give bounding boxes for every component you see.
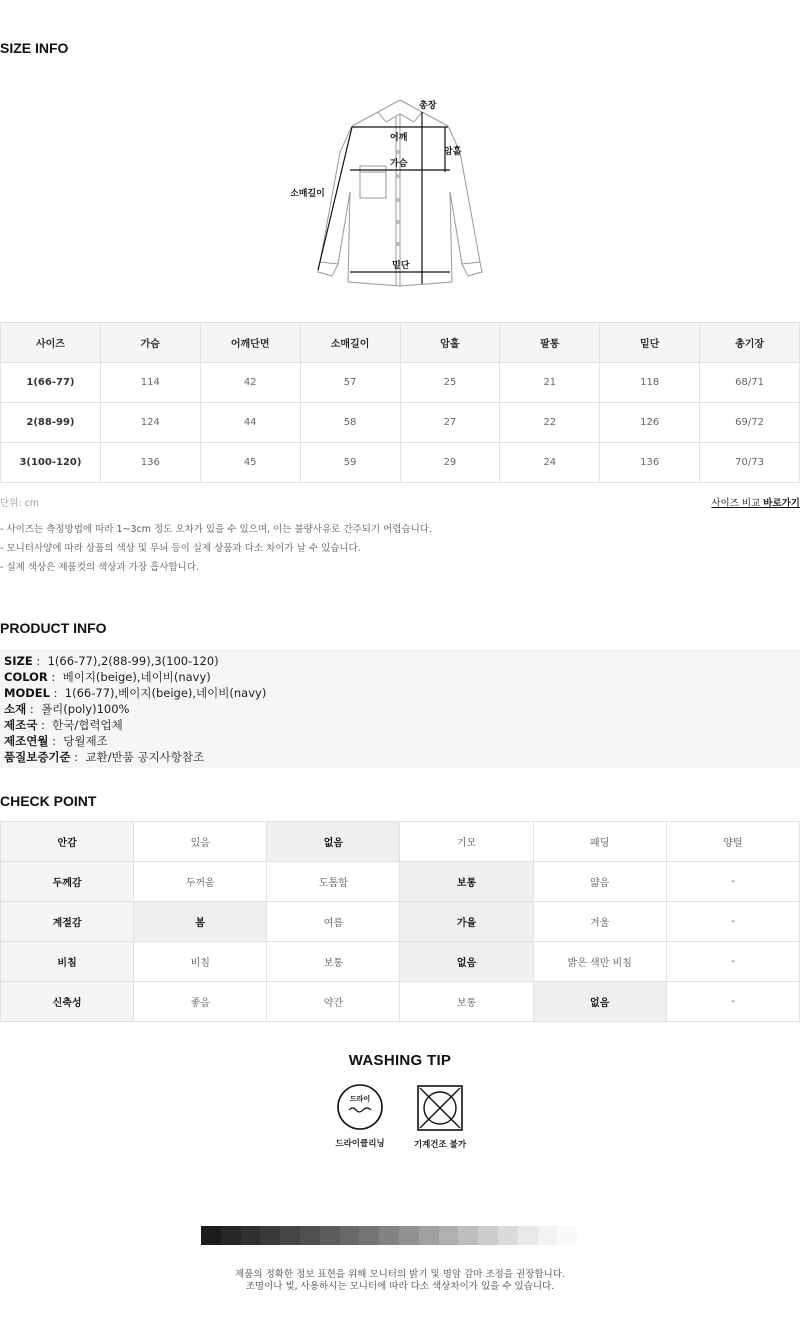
gray-swatch <box>359 1226 379 1245</box>
diagram-label-armhole: 암홀 <box>444 147 462 157</box>
check-option: - <box>666 942 799 982</box>
check-option: 밝은 색만 비침 <box>533 942 666 982</box>
product-info-row: COLOR : 베이지(beige),네이비(navy) <box>4 670 211 684</box>
size-cell: 24 <box>500 443 600 483</box>
product-info-row: 제조국 : 한국/협력업체 <box>4 718 123 732</box>
grayscale-calibration-bar <box>201 1226 597 1245</box>
gray-swatch <box>518 1226 538 1245</box>
gray-swatch <box>557 1226 577 1245</box>
check-row-label: 비침 <box>1 942 134 982</box>
size-cell: 29 <box>400 443 500 483</box>
size-cell: 21 <box>500 363 600 403</box>
check-option: 여름 <box>267 902 400 942</box>
product-info-value: 교환/반품 공지사항참조 <box>85 750 205 764</box>
check-row-label: 신축성 <box>1 982 134 1022</box>
gray-swatch <box>320 1226 340 1245</box>
gray-swatch <box>399 1226 419 1245</box>
gray-swatch <box>300 1226 320 1245</box>
check-option-selected: 보통 <box>400 862 533 902</box>
diagram-label-chest: 가슴 <box>390 159 408 169</box>
product-info-row: SIZE : 1(66-77),2(88-99),3(100-120) <box>4 654 219 668</box>
shirt-size-diagram <box>290 92 510 302</box>
product-info-row: 제조연월 : 당월제조 <box>4 734 108 748</box>
table-row <box>1 403 800 443</box>
product-info-box <box>0 649 800 768</box>
product-info-value: 한국/협력업체 <box>52 718 123 732</box>
no-tumble-dry-icon <box>416 1084 464 1132</box>
check-row-label: 계절감 <box>1 902 134 942</box>
check-option-selected: 봄 <box>134 902 267 942</box>
product-info-value: 1(66-77),2(88-99),3(100-120) <box>47 654 219 668</box>
table-row <box>1 982 800 1022</box>
size-cell: 118 <box>600 363 700 403</box>
check-option: 도톰함 <box>267 862 400 902</box>
gray-swatch <box>260 1226 280 1245</box>
note-line: - 사이즈는 측정방법에 따라 1~3cm 정도 오차가 있을 수 있으며, 이는 불량사유로 간주되기 어렵습니다. <box>0 524 432 535</box>
size-cell: 59 <box>300 443 400 483</box>
check-option-selected: 없음 <box>267 822 400 862</box>
product-info-row: 품질보증기준 : 교환/반품 공지사항참조 <box>4 750 205 764</box>
size-row-label: 2(88-99) <box>1 403 101 443</box>
diagram-label-shoulder: 어깨 <box>390 133 408 143</box>
dry-clean-caption: 드라이클리닝 <box>335 1139 385 1149</box>
gray-swatch <box>538 1226 558 1245</box>
product-info-key: 제조국 <box>4 718 38 732</box>
size-cell: 124 <box>100 403 200 443</box>
product-info-key: 제조연월 <box>4 734 49 748</box>
check-option-selected: 없음 <box>533 982 666 1022</box>
gray-swatch <box>340 1226 360 1245</box>
size-info-title: SIZE INFO <box>0 40 69 56</box>
size-compare-prefix: 사이즈 비교 <box>711 498 764 509</box>
gray-swatch <box>201 1226 221 1245</box>
product-info-row: MODEL : 1(66-77),베이지(beige),네이비(navy) <box>4 686 267 700</box>
check-option: 얇음 <box>533 862 666 902</box>
size-cell: 57 <box>300 363 400 403</box>
product-info-key: 소재 <box>4 702 27 716</box>
size-cell: 136 <box>600 443 700 483</box>
table-row <box>1 902 800 942</box>
check-option: - <box>666 902 799 942</box>
check-option: 보통 <box>400 982 533 1022</box>
size-header-cell: 가슴 <box>100 323 200 363</box>
table-row <box>1 942 800 982</box>
gray-swatch <box>221 1226 241 1245</box>
size-table <box>0 322 800 483</box>
check-option: - <box>666 982 799 1022</box>
dry-clean-inner-text: 드라이 <box>349 1095 371 1103</box>
size-header-cell: 밑단 <box>600 323 700 363</box>
check-row-label: 안감 <box>1 822 134 862</box>
product-info-row: 소재 : 폴리(poly)100% <box>4 702 130 716</box>
gray-swatch <box>241 1226 261 1245</box>
note-line: - 모니터사양에 따라 상품의 색상 및 무늬 등이 실제 상품과 다소 차이가 날 수 있습니다. <box>0 543 361 554</box>
diagram-label-sleeve: 소매길이 <box>290 189 325 199</box>
size-cell: 42 <box>200 363 300 403</box>
size-cell: 45 <box>200 443 300 483</box>
product-info-key: 품질보증기준 <box>4 750 71 764</box>
table-row <box>1 363 800 403</box>
product-info-value: 당월제조 <box>63 734 108 748</box>
product-info-value: 베이지(beige),네이비(navy) <box>62 670 211 684</box>
gray-swatch <box>419 1226 439 1245</box>
check-option: 겨울 <box>533 902 666 942</box>
check-option: 패딩 <box>533 822 666 862</box>
size-compare-bold: 바로가기 <box>763 498 800 509</box>
table-row <box>1 822 800 862</box>
check-option: 양털 <box>666 822 799 862</box>
size-cell: 58 <box>300 403 400 443</box>
gray-swatch <box>577 1226 597 1245</box>
size-cell: 126 <box>600 403 700 443</box>
product-info-title: PRODUCT INFO <box>0 620 107 636</box>
size-cell: 70/73 <box>700 443 800 483</box>
size-header-cell: 소매길이 <box>300 323 400 363</box>
unit-label: 단위: cm <box>0 498 40 509</box>
dry-clean-icon <box>336 1083 384 1131</box>
check-option: 비침 <box>134 942 267 982</box>
size-cell: 44 <box>200 403 300 443</box>
size-header-cell: 총기장 <box>700 323 800 363</box>
check-option: 두꺼움 <box>134 862 267 902</box>
gray-swatch <box>280 1226 300 1245</box>
product-info-key: MODEL <box>4 686 50 700</box>
check-row-label: 두께감 <box>1 862 134 902</box>
diagram-label-total: 총장 <box>419 101 437 111</box>
check-option: - <box>666 862 799 902</box>
size-compare-link[interactable] <box>711 495 800 509</box>
check-option: 있음 <box>134 822 267 862</box>
check-option: 약간 <box>267 982 400 1022</box>
check-option-selected: 없음 <box>400 942 533 982</box>
size-cell: 27 <box>400 403 500 443</box>
size-row-label: 3(100-120) <box>1 443 101 483</box>
diagram-label-hem: 밑단 <box>392 261 410 271</box>
table-row <box>1 862 800 902</box>
gray-swatch <box>498 1226 518 1245</box>
table-row <box>1 443 800 483</box>
size-header-cell: 어깨단면 <box>200 323 300 363</box>
gray-swatch <box>379 1226 399 1245</box>
size-header-cell: 사이즈 <box>1 323 101 363</box>
check-point-title: CHECK POINT <box>0 793 97 809</box>
footer-line-1: 제품의 정확한 정보 표현을 위해 모니터의 밝기 및 명암 감마 조정을 권장합니다. <box>235 1269 565 1280</box>
check-option-selected: 가을 <box>400 902 533 942</box>
product-info-key: SIZE <box>4 654 33 668</box>
size-cell: 136 <box>100 443 200 483</box>
size-cell: 68/71 <box>700 363 800 403</box>
product-info-value: 1(66-77),베이지(beige),네이비(navy) <box>64 686 267 700</box>
check-option: 보통 <box>267 942 400 982</box>
size-notes <box>0 520 432 577</box>
product-info-value: 폴리(poly)100% <box>41 702 130 716</box>
size-cell: 69/72 <box>700 403 800 443</box>
washing-tip-title: WASHING TIP <box>348 1052 452 1069</box>
size-header-cell: 암홀 <box>400 323 500 363</box>
product-info-key: COLOR <box>4 670 48 684</box>
size-cell: 25 <box>400 363 500 403</box>
check-point-table <box>0 821 800 1022</box>
size-row-label: 1(66-77) <box>1 363 101 403</box>
size-header-cell: 팔통 <box>500 323 600 363</box>
size-table-header <box>1 323 800 363</box>
size-cell: 22 <box>500 403 600 443</box>
no-tumble-dry-caption: 기계건조 불가 <box>413 1140 467 1150</box>
note-line: - 실제 색상은 제품컷의 색상과 가장 흡사합니다. <box>0 562 199 573</box>
size-cell: 114 <box>100 363 200 403</box>
gray-swatch <box>439 1226 459 1245</box>
gray-swatch <box>458 1226 478 1245</box>
check-option: 좋음 <box>134 982 267 1022</box>
gray-swatch <box>478 1226 498 1245</box>
footer-line-2: 조명이나 빛, 사용하시는 모니터에 따라 다소 색상차이가 있을 수 있습니다. <box>245 1281 555 1292</box>
check-option: 기모 <box>400 822 533 862</box>
